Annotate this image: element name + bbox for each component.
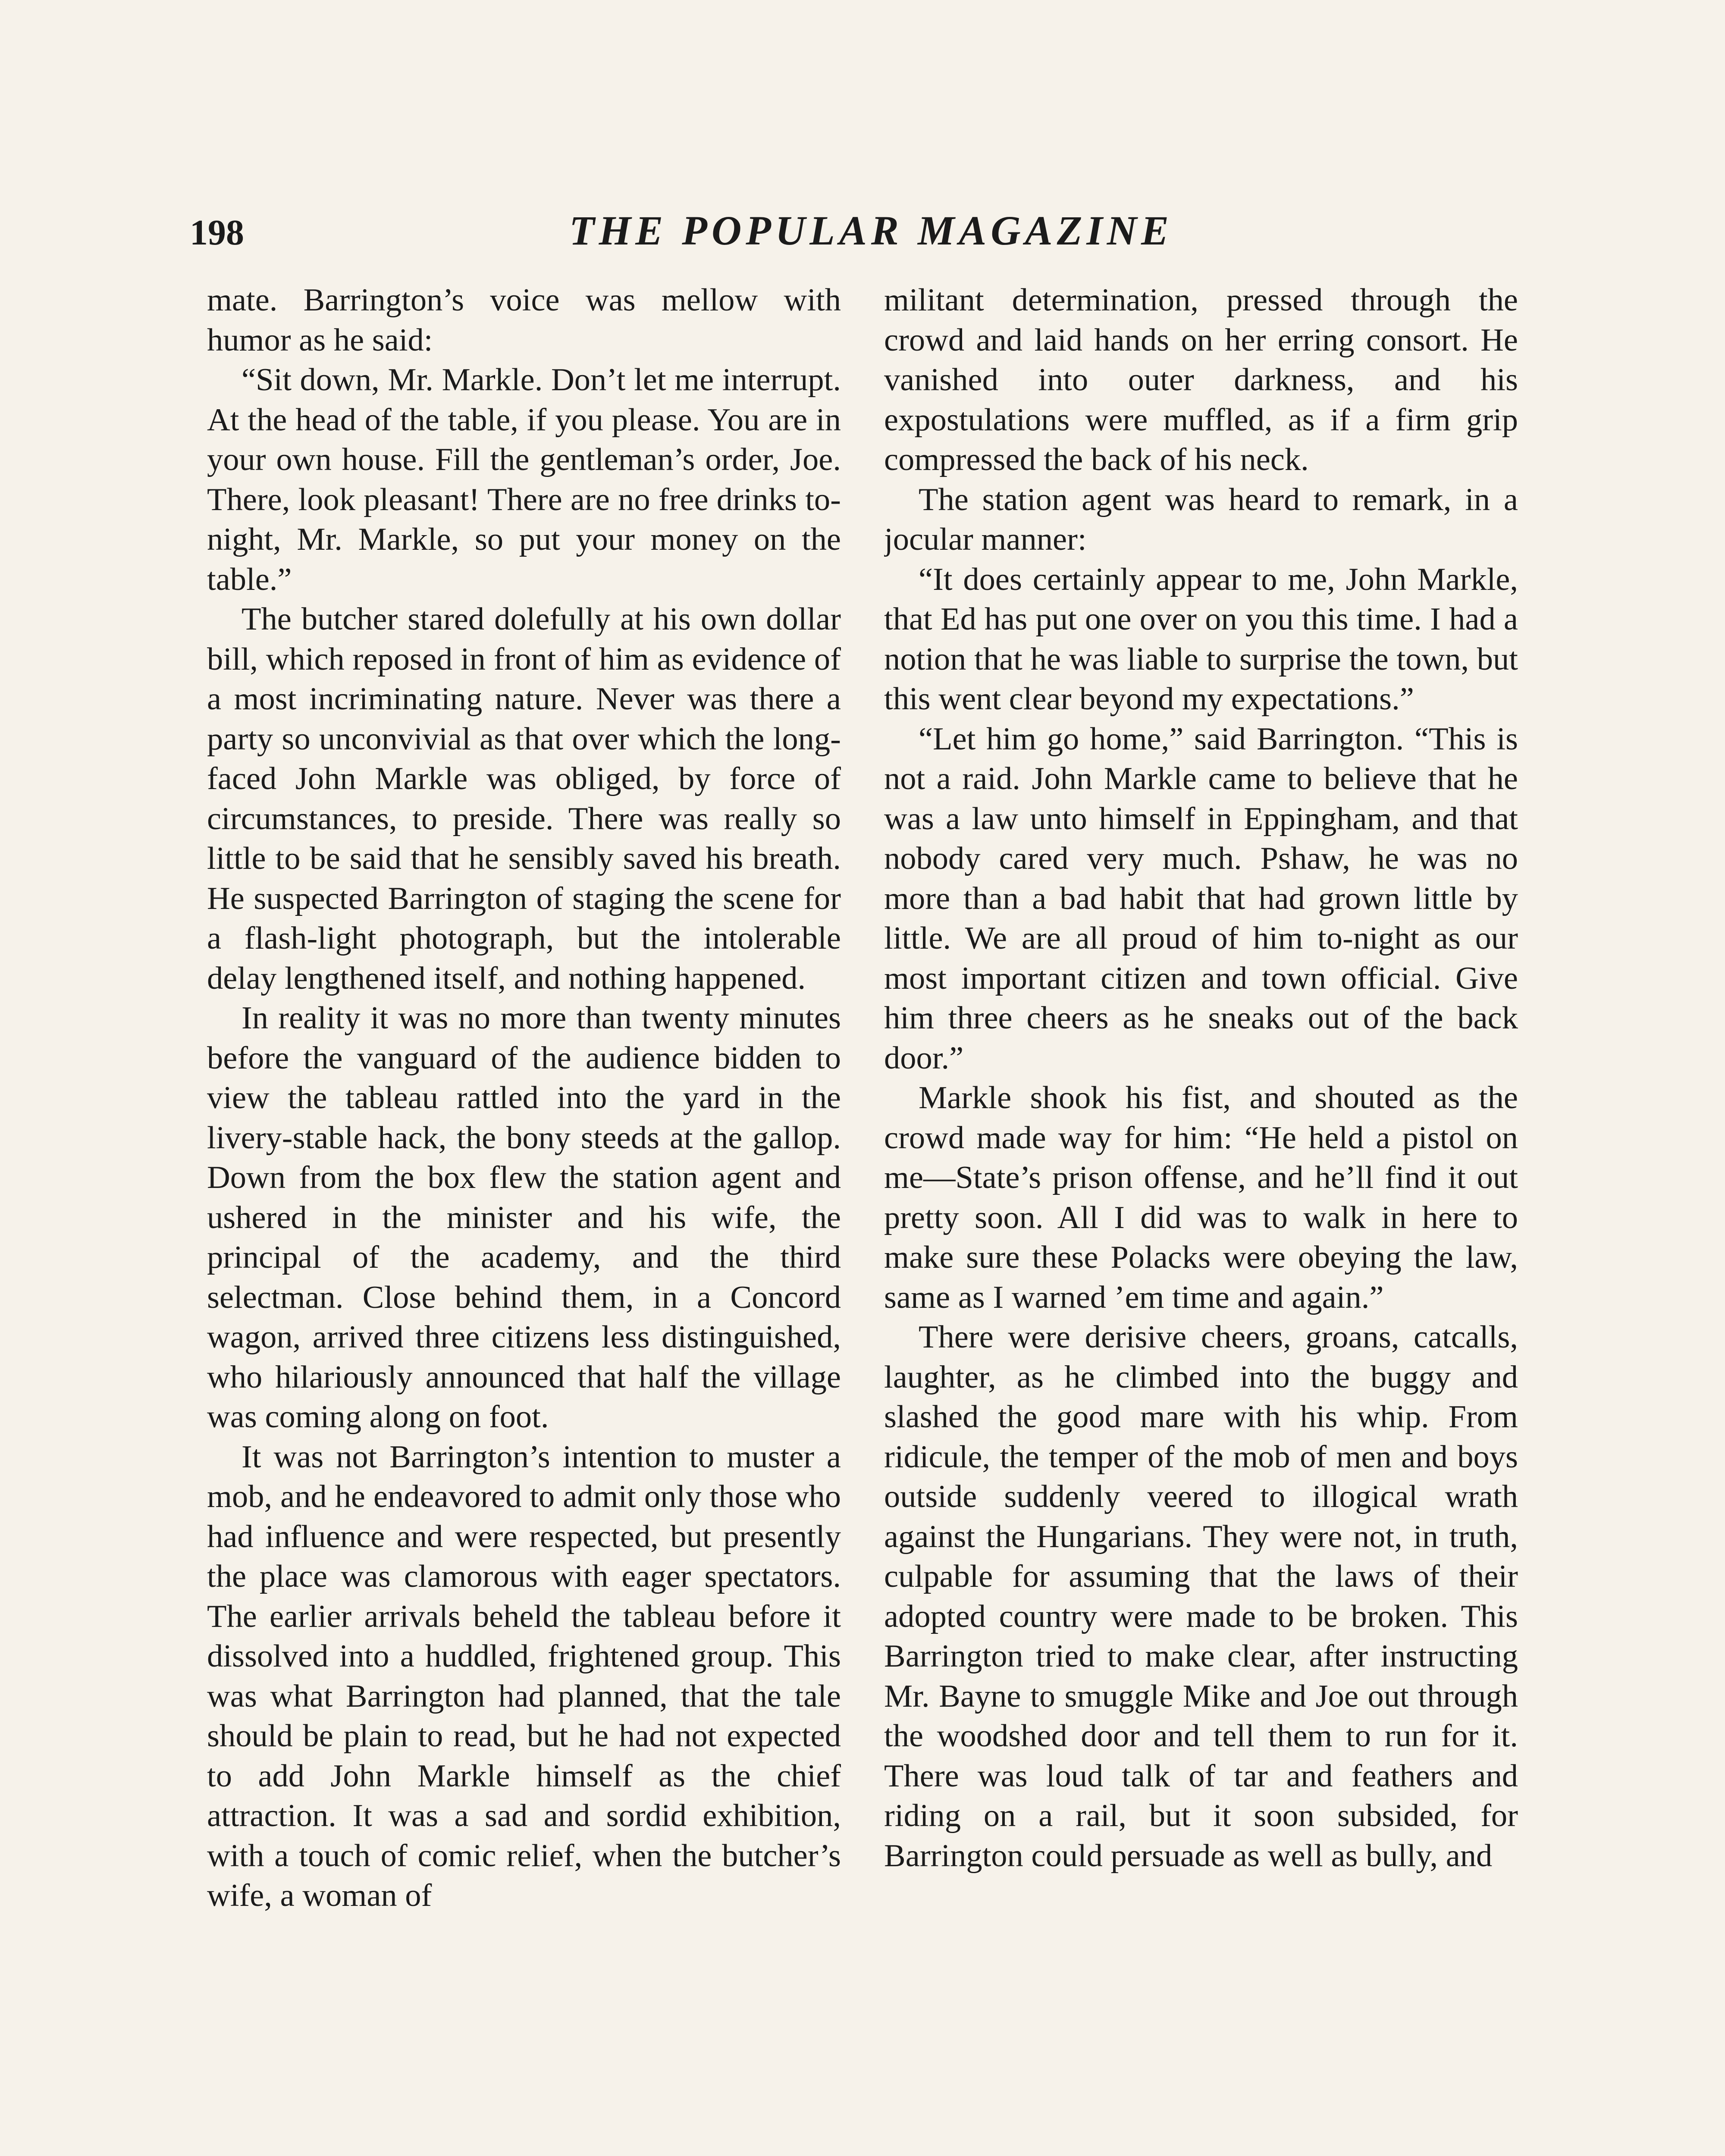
paragraph: It was not Barrington’s intention to muster a mob, and he endeavored to admit only those who had influence and were respected, but presently the place was clamorous with eager spectators. The earlier arrivals beheld the tableau before it dissolved into a huddled, frightened group. This was what Barrington had planned, that the tale should be plain to read, but he had not expected to add John Markle himself as the chief attraction. It was a sad and sordid exhibition, with a touch of comic relief, when the butcher’s wife, a woman of <box>207 1439 841 1913</box>
magazine-title: THE POPULAR MAGAZINE <box>569 207 1173 254</box>
paragraph: militant determination, pressed through the crowd and laid hands on her erring consort. He vanished into outer darkness, and his expostulations were muffled, as if a firm grip compressed the back of his neck. <box>884 282 1518 477</box>
paragraph: “It does certainly appear to me, John Markle, that Ed has put one over on you this time. I had a notion that he was liable to surprise the town, but this went clear beyond my expectations.” <box>884 561 1518 717</box>
paragraph: Markle shook his fist, and shouted as the crowd made way for him: “He held a pistol on me—State’s prison offense, and he’ll find it out pretty soon. All I did was to walk in here to make sure these Polacks were obeying the law, same as I warned ’em time and again.” <box>884 1080 1518 1315</box>
left-column <box>207 280 841 2156</box>
page-number: 198 <box>190 213 244 253</box>
paragraph: The butcher stared dolefully at his own dollar bill, which reposed in front of him as evidence of a most incriminating nature. Never was there a party so unconvivial as that over which the long-faced John Markle was obliged, by force of circumstances, to preside. There was really so little to be said that he sensibly saved his breath. He suspected Barrington of staging the scene for a flash-light photograph, but the intolerable delay lengthened itself, and nothing happened. <box>207 602 841 996</box>
paragraph: mate. Barrington’s voice was mellow with humor as he said: <box>207 282 841 358</box>
paragraph: There were derisive cheers, groans, catcalls, laughter, as he climbed into the buggy and slashed the good mare with his whip. From ridicule, the temper of the mob of men and boys outside suddenly veered to illogical wrath against the Hungarians. They were not, in truth, culpable for assuming that the laws of their adopted country were made to be broken. This Barrington tried to make clear, after instructing Mr. Bayne to smuggle Mike and Joe out through the woodshed door and tell them to run for it. There was loud talk of tar and feathers and riding on a rail, but it soon subsided, for Barrington could persuade as well as bully, and <box>884 1319 1518 1874</box>
paragraph: “Sit down, Mr. Markle. Don’t let me interrupt. At the head of the table, if you please. You are in your own house. Fill the gentleman’s order, Joe. There, look pleasant! There are no free drinks to-night, Mr. Markle, so put your money on the table.” <box>207 362 841 597</box>
paragraph: “Let him go home,” said Barrington. “This is not a raid. John Markle came to believe that he was a law unto himself in Eppingham, and that nobody cared very much. Pshaw, he was no more than a bad habit that had grown little by little. We are all proud of him to-night as our most important citizen and town official. Give him three cheers as he sneaks out of the back door.” <box>884 721 1518 1076</box>
page-header <box>190 203 1552 267</box>
right-column <box>884 280 1518 2156</box>
paragraph: In reality it was no more than twenty minutes before the vanguard of the audience bidden to view the tableau rattled into the yard in the livery-stable hack, the bony steeds at the gallop. Down from the box flew the station agent and ushered in the minister and his wife, the principal of the academy, and the third selectman. Close behind them, in a Concord wagon, arrived three citizens less distinguished, who hilariously announced that half the village was coming along on foot. <box>207 1000 841 1435</box>
paragraph: The station agent was heard to remark, in a jocular manner: <box>884 482 1518 557</box>
